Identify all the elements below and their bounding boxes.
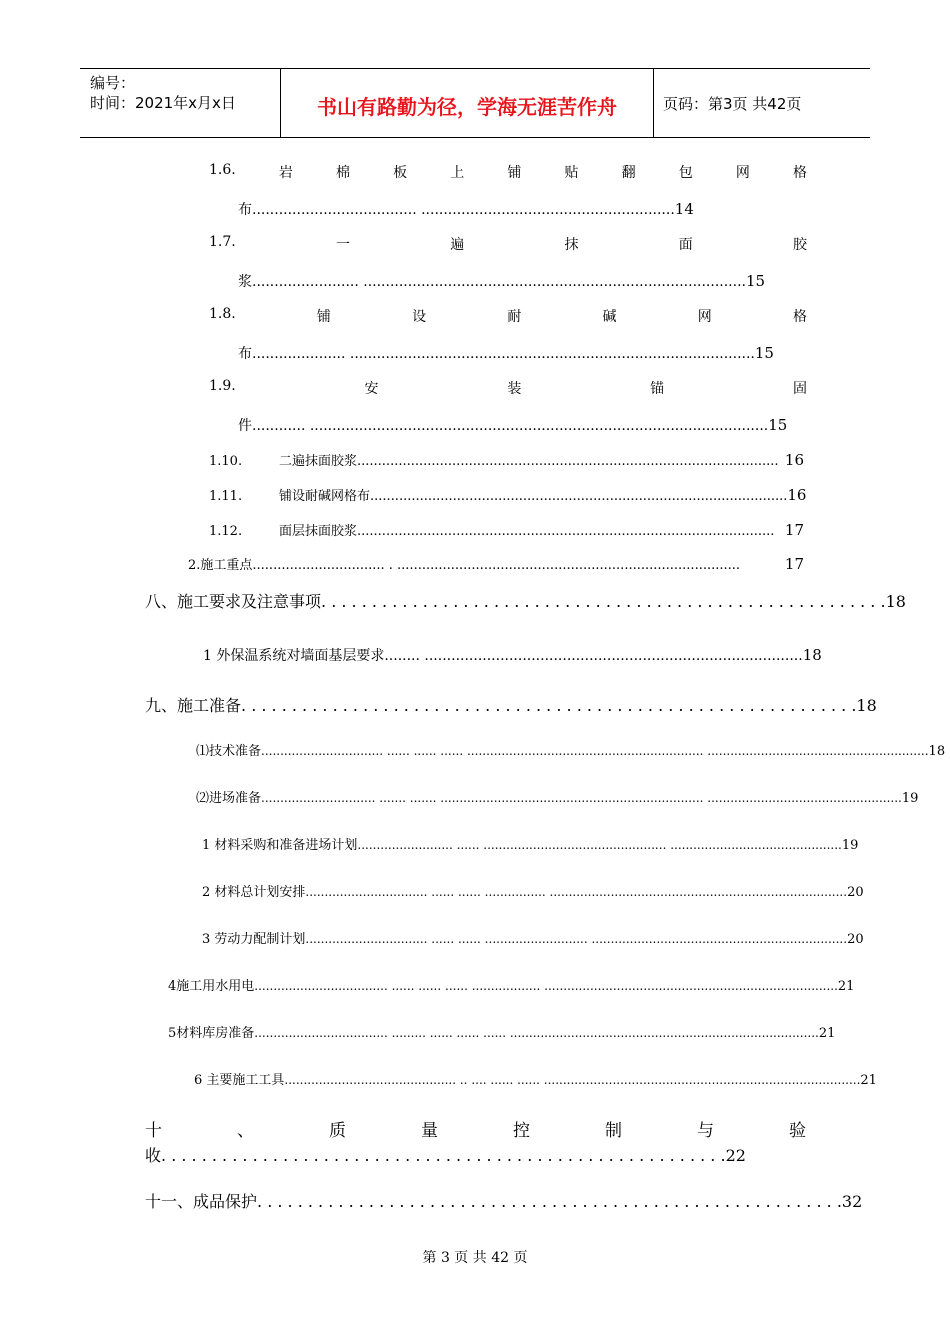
toc-char: 遍	[450, 237, 465, 253]
toc-num: 1.8.	[209, 306, 236, 322]
toc-leader: ........ .....................................................................................	[384, 648, 803, 664]
toc-entry-9-b	[196, 787, 919, 806]
toc-label: 铺设耐碱网格布	[279, 489, 371, 504]
toc-label: 面层抹面胶浆	[279, 524, 358, 539]
page-footer: 第 3 页 共 42 页	[422, 1250, 528, 1266]
toc-char: 质	[329, 1121, 346, 1141]
toc-entry-1-6-cont	[238, 199, 694, 219]
toc-leader: . . . . . . . . . . . . . . . . . . . . . . . . . . . . . . . . . . . . . . . . . . . . . . . . . . . . . . . . . . . . .	[241, 696, 857, 715]
toc-page-number: 21	[818, 1026, 836, 1041]
toc-label: 2 材料总计划安排	[202, 885, 306, 900]
toc-entry-9-1	[202, 834, 859, 853]
toc-entry-9-3	[202, 928, 864, 947]
toc-char: 、	[237, 1121, 254, 1141]
toc-label: 5材料库房准备	[168, 1026, 255, 1041]
toc-char: 验	[789, 1121, 806, 1141]
toc-char: 锚	[650, 381, 665, 397]
toc-char: 岩	[278, 165, 293, 181]
toc-num: 1.12.	[209, 524, 243, 539]
toc-char: 量	[421, 1121, 438, 1141]
toc-page-number: 19	[841, 838, 859, 853]
toc-section-9	[145, 693, 877, 716]
toc-label: 6 主要施工工具	[194, 1073, 285, 1088]
toc-entry-9-6	[194, 1069, 877, 1088]
toc-char: 网	[697, 309, 712, 325]
toc-leader: .....................................................................................................	[361, 454, 779, 469]
toc-leader: ......................... ...... ................................................ .............................................	[357, 838, 842, 852]
toc-page-number: 22	[725, 1146, 746, 1165]
toc-entry-1-10	[209, 450, 804, 469]
toc-char: 格	[792, 309, 807, 325]
header-divider	[653, 69, 654, 137]
toc-char: 铺	[507, 165, 522, 181]
toc-entry-1-6	[209, 162, 807, 182]
toc-entry-9-5	[168, 1022, 836, 1041]
toc-page-number: 15	[768, 416, 788, 434]
toc-char: 安	[364, 381, 379, 397]
toc-entry-1-7-cont	[238, 271, 766, 291]
toc-entry-9-4	[168, 975, 855, 994]
toc-num: 1.11.	[209, 489, 243, 504]
toc-entry-2	[188, 554, 804, 573]
toc-label: 八、施工要求及注意事项	[145, 592, 322, 611]
toc-page-number: 15	[745, 272, 766, 290]
toc-entry-1-8-cont	[238, 343, 774, 363]
toc-label: 4施工用水用电	[168, 979, 255, 994]
toc-char: 胶	[792, 237, 807, 253]
toc-char: 固	[792, 381, 807, 397]
toc-page-number: 16	[784, 451, 804, 469]
toc-char: 格	[792, 165, 807, 181]
toc-page-number: 21	[837, 979, 855, 994]
toc-leader: . . . . . . . . . . . . . . . . . . . . . . . . . . . . . . . . . . . . . . . . . . . . . . . . . . . . . . . . . .	[257, 1192, 842, 1211]
toc-num: 1.6.	[209, 162, 236, 178]
toc-leader: ................................... ...... ...... ...... .................. .............................................................................	[254, 979, 838, 993]
toc-leader: .....................................................................................................	[357, 524, 775, 539]
toc-page-number: 20	[847, 932, 864, 947]
toc-label: 十一、成品保护	[145, 1192, 258, 1211]
header-page-label: 页码：第3页 共42页	[663, 95, 802, 113]
toc-entry-1-11	[209, 485, 807, 504]
toc-char: 贴	[564, 165, 579, 181]
toc-char: 控	[513, 1121, 530, 1141]
toc-entry-1-9-cont	[238, 415, 788, 435]
toc-page-number: 14	[674, 200, 694, 218]
toc-char: 翻	[621, 165, 636, 181]
time-label: 时间：2021年x月x日	[90, 94, 236, 112]
toc-page-number: 21	[860, 1073, 877, 1088]
toc-page-number: 17	[784, 555, 804, 573]
toc-leader: ................................ ...... ...... ........................... ...................................................................	[305, 932, 848, 946]
toc-char: 与	[697, 1121, 714, 1141]
toc-leader: .............................. ....... ....... ..................................................................... ...................................................	[261, 791, 902, 805]
page-header	[80, 68, 870, 138]
toc-char: 耐	[507, 309, 522, 325]
toc-section-11	[145, 1189, 863, 1212]
toc-num: 1.9.	[209, 378, 236, 394]
toc-leader: ................................ . ...................................................................................	[252, 558, 741, 573]
toc-char: 铺	[316, 309, 331, 325]
toc-label: 浆	[238, 274, 252, 290]
toc-leader: .....................................................................................................	[370, 489, 788, 504]
toc-char: 装	[507, 381, 522, 397]
toc-page-number: 16	[787, 486, 807, 504]
toc-entry-1-9	[209, 378, 807, 398]
toc-label: ⑴技术准备	[196, 744, 262, 759]
toc-leader: ................................ ...... ...... ...... .............................................................. ..........................................................	[261, 744, 929, 758]
toc-page-number: 18	[928, 744, 946, 759]
toc-label: 收	[145, 1146, 162, 1165]
toc-char: 网	[735, 165, 750, 181]
toc-label: 件	[238, 418, 252, 434]
toc-label: 九、施工准备	[145, 696, 242, 715]
toc-leader: ........................ ......................................................................................	[252, 274, 746, 290]
toc-label: 布	[238, 202, 252, 218]
toc-leader: ..................... ...........................................................................................	[252, 346, 755, 362]
toc-leader: ................................ ...... ...... ................ ..............................................................................	[305, 885, 848, 899]
header-motto: 书山有路勤为径，学海无涯苦作舟	[317, 95, 617, 119]
toc-label: 布	[238, 346, 252, 362]
toc-page-number: 17	[784, 521, 804, 539]
toc-leader: . . . . . . . . . . . . . . . . . . . . . . . . . . . . . . . . . . . . . . . . . . . . . . . . . . . . . . . .	[161, 1146, 726, 1165]
toc-entry-8-1	[203, 645, 822, 665]
toc-label: 1 材料采购和准备进场计划	[202, 838, 358, 853]
toc-entry-1-7	[209, 234, 807, 254]
toc-entry-9-2	[202, 881, 864, 900]
toc-page-number: 15	[754, 344, 774, 362]
header-meta	[90, 73, 236, 113]
toc-char: 制	[605, 1121, 622, 1141]
toc-char: 十	[145, 1121, 162, 1141]
toc-char: 棉	[335, 165, 350, 181]
toc-char: 抹	[564, 237, 579, 253]
toc-char: 设	[412, 309, 427, 325]
toc-entry-1-8	[209, 306, 807, 326]
toc-page-number: 18	[802, 646, 822, 664]
toc-page-number: 18	[885, 592, 906, 611]
toc-char: 碱	[602, 309, 617, 325]
toc-page-number: 32	[841, 1192, 863, 1211]
toc-section-10-cont	[145, 1143, 746, 1166]
toc-char: 面	[678, 237, 693, 253]
toc-num: 1.7.	[209, 234, 236, 250]
toc-label: ⑵进场准备	[196, 791, 262, 806]
toc-leader: ..................................... .........................................................	[252, 202, 675, 218]
toc-entry-1-12	[209, 520, 804, 539]
toc-section-10	[145, 1116, 806, 1141]
toc-label: 1 外保温系统对墙面基层要求	[203, 648, 385, 664]
toc-leader: . . . . . . . . . . . . . . . . . . . . . . . . . . . . . . . . . . . . . . . . . . . . . . . . . . . . . . . .	[321, 592, 886, 611]
toc-char: 上	[450, 165, 465, 181]
toc-section-8	[145, 589, 906, 612]
toc-char: 板	[393, 165, 408, 181]
toc-page-number: 20	[847, 885, 864, 900]
toc-leader: ............................................. .. .... ...... ...... ...................................................................................	[284, 1073, 861, 1087]
code-label: 编号：	[90, 74, 136, 92]
toc-label: 3 劳动力配制计划	[202, 932, 306, 947]
toc-char: 包	[678, 165, 693, 181]
toc-num: 1.10.	[209, 454, 243, 469]
toc-label: 2.施工重点	[188, 558, 253, 573]
toc-page-number: 19	[901, 791, 919, 806]
toc-leader: ................................... ......... ...... ...... ...... .................................................................................	[254, 1026, 819, 1040]
toc-page-number: 18	[856, 696, 877, 715]
toc-char: 一	[335, 237, 350, 253]
toc-label: 二遍抹面胶浆.	[279, 454, 362, 469]
toc-leader: ............ .......................................................................................................	[252, 418, 769, 434]
toc-entry-9-a	[196, 740, 946, 759]
